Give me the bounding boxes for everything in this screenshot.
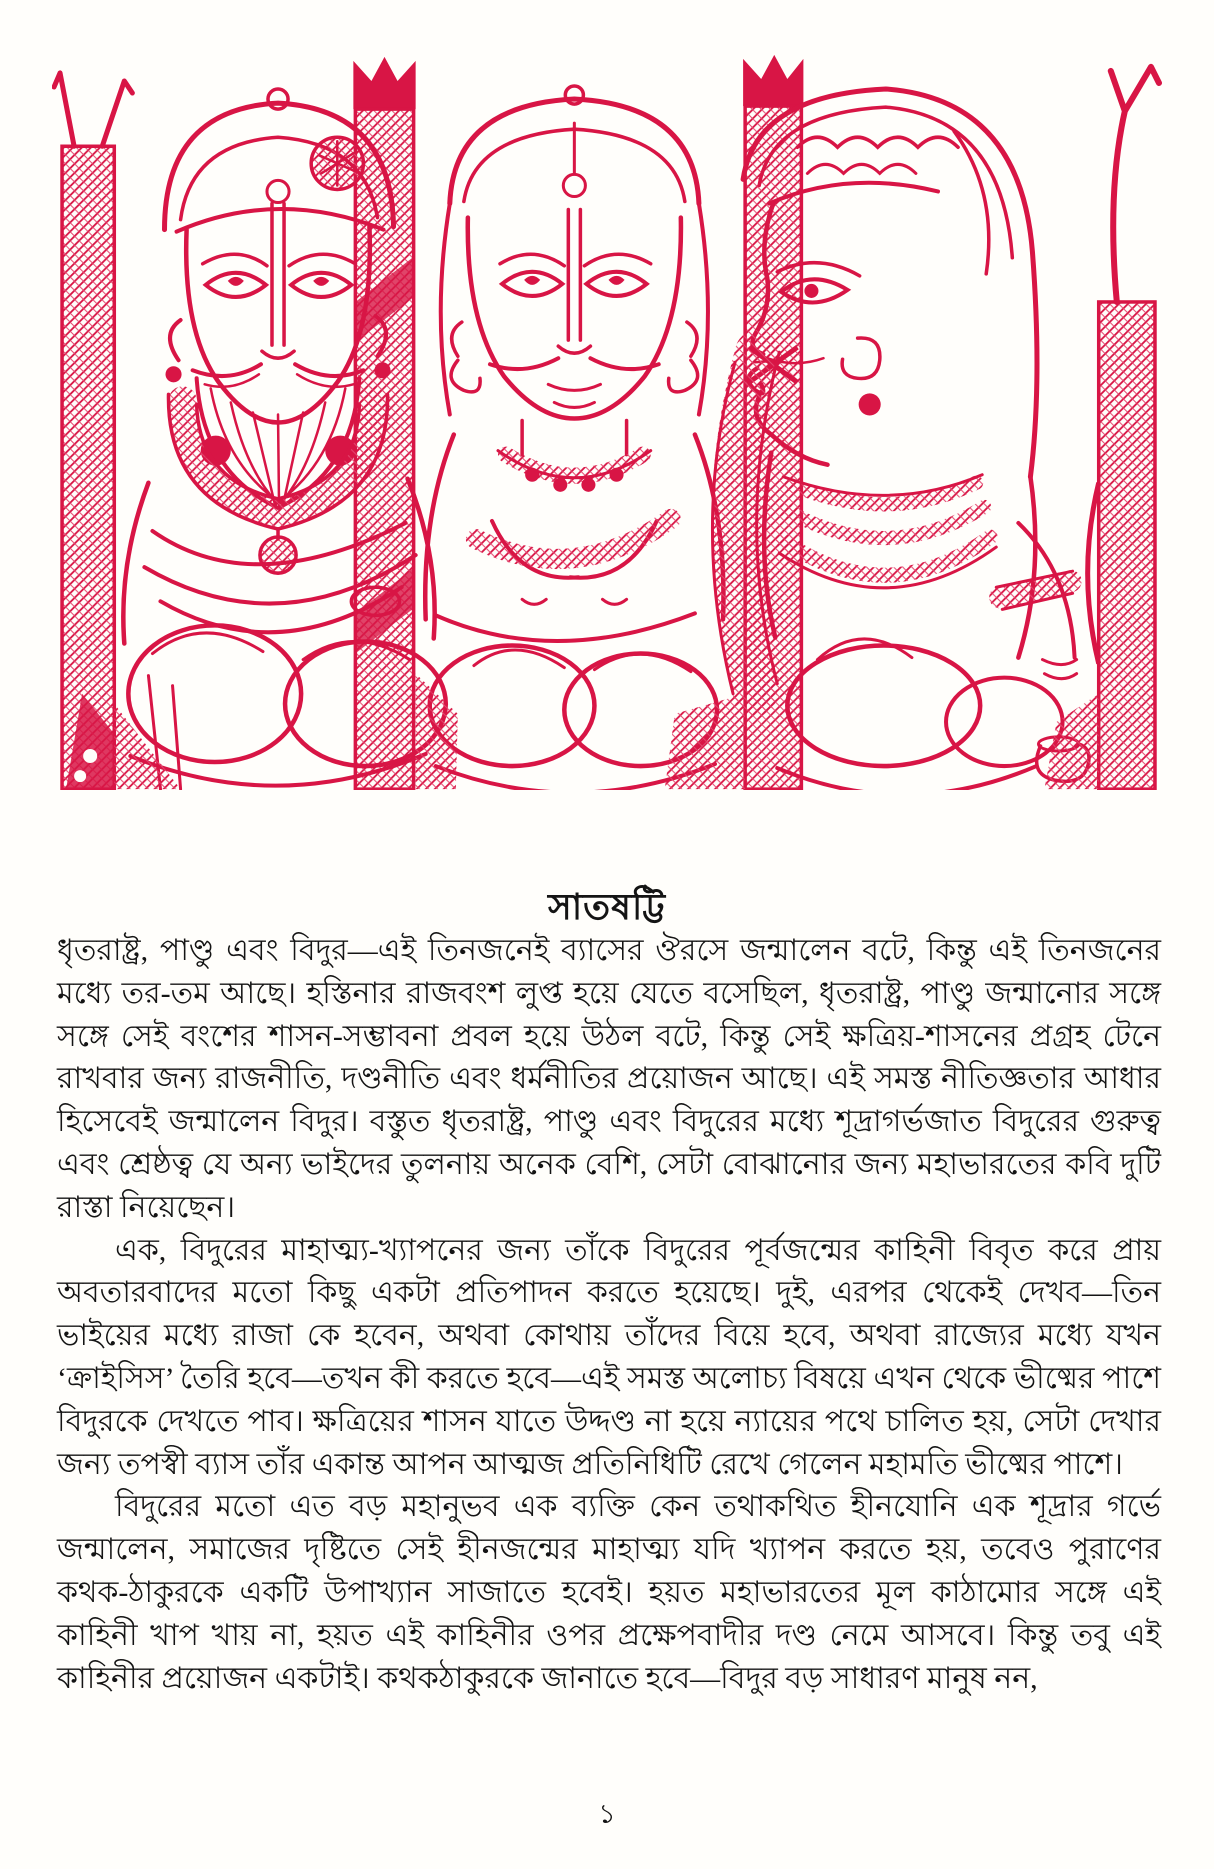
- paragraph-1: ধৃতরাষ্ট্র, পাণ্ডু এবং বিদুর—এই তিনজনেই ব্যাসের ঔরসে জন্মালেন বটে, কিন্তু এই তিনজনের মধ্যে তর-তম আছে। হস্তিনার রাজবংশ লুপ্ত হয়ে যেতে বসেছিল, ধৃতরাষ্ট্র, পাণ্ডু জন্মানোর সঙ্গে সঙ্গে সেই বংশের শাসন-সম্ভাবনা প্রবল হয়ে উঠল বটে, কিন্তু সেই ক্ষত্রিয়-শাসনের প্রগ্রহ টেনে রাখবার জন্য রাজনীতি, দণ্ডনীতি এবং ধর্মনীতির প্রয়োজন আছে। এই সমস্ত নীতিজ্ঞতার আধার হিসেবেই জন্মালেন বিদুর। বস্তুত ধৃতরাষ্ট্র, পাণ্ডু এবং বিদুরের মধ্যে শূদ্রাগর্ভজাত বিদুরের গুরুত্ব এবং শ্রেষ্ঠত্ব যে অন্য ভাইদের তুলনায় অনেক বেশি, সেটা বোঝানোর জন্য মহাভারতের কবি দুটি রাস্তা নিয়েছেন।: [57, 934, 1161, 1224]
- paragraph-2: এক, বিদুরের মাহাত্ম্য-খ্যাপনের জন্য তাঁকে বিদুরের পূর্বজন্মের কাহিনী বিবৃত করে প্রায় অবতারবাদের মতো কিছু একটা প্রতিপাদন করতে হয়েছে। দুই, এরপর থেকেই দেখব—তিন ভাইয়ের মধ্যে রাজা কে হবেন, অথবা কোথায় তাঁদের বিয়ে হবে, অথবা রাজ্যের মধ্যে যখন ‘ক্রাইসিস’ তৈরি হবে—তখন কী করতে হবে—এই সমস্ত অলোচ্য বিষয়ে এখন থেকে ভীষ্মের পাশে বিদুরকে দেখতে পাব। ক্ষত্রিয়ের শাসন যাতে উদ্দণ্ড না হয়ে ন্যায়ের পথে চালিত হয়, সেটা দেখার জন্য তপস্বী ব্যাস তাঁর একান্ত আপন আত্মজ প্রতিনিধিটি রেখে গেলেন মহামতি ভীষ্মের পাশে।: [57, 1233, 1161, 1481]
- pillar-left: [54, 73, 132, 789]
- chapter-title: সাতষট্টি: [547, 887, 667, 928]
- page-number: ১: [598, 1799, 616, 1829]
- body-text: [57, 930, 1161, 1700]
- folk-art-illustration: [52, 50, 1162, 790]
- illustration-svg: [52, 50, 1162, 790]
- ground-shading: [114, 674, 1098, 790]
- figure-middle-man: [425, 86, 723, 790]
- pillar-right: [1088, 67, 1159, 789]
- paragraph-3: বিদুরের মতো এত বড় মহানুভব এক ব্যক্তি কেন তথাকথিত হীনযোনি এক শূদ্রার গর্ভে জন্মালেন, সমাজের দৃষ্টিতে সেই হীনজন্মের মাহাত্ম্য যদি খ্যাপন করতে হয়, তবেও পুরাণের কথক-ঠাকুরকে একটি উপাখ্যান সাজাতে হবেই। হয়ত মহাভারতের মূল কাঠামোর সঙ্গে এই কাহিনী খাপ খায় না, হয়ত এই কাহিনীর ওপর প্রক্ষেপবাদীর দণ্ড নেমে আসবে। কিন্তু তবু এই কাহিনীর প্রয়োজন একটাই। কথকঠাকুরকে জানাতে হবে—বিদুর বড় সাধারণ মানুষ নন,: [57, 1490, 1161, 1695]
